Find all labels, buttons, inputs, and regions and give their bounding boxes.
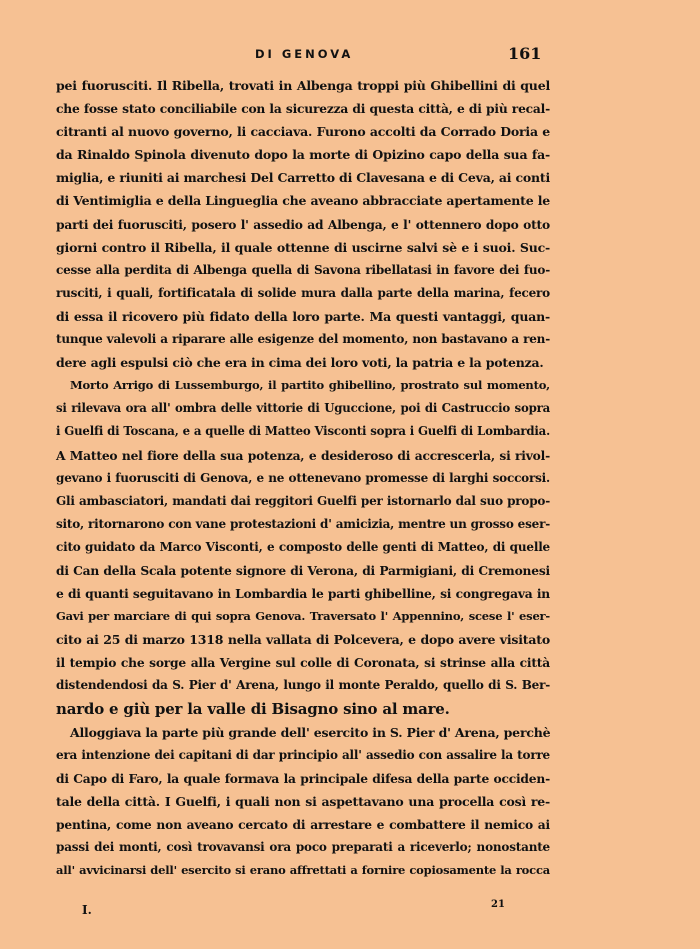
text-line: dere agli espulsi ciò che era in cima dei loro voti, la patria e la potenza. (56, 355, 544, 371)
text-line: di Capo di Faro, la quale formava la principale difesa della parte occiden- (56, 770, 550, 786)
text-line: il tempio che sorge alla Vergine sul colle di Coronata, si strinse alla città (56, 655, 550, 671)
running-title: DI GENOVA (255, 47, 354, 61)
paragraph-start-line: Alloggiava la parte più grande dell' esercito in S. Pier d' Arena, perchè (70, 724, 551, 740)
text-line: nardo e giù per la valle di Bisagno sino al mare. (56, 699, 450, 718)
body-text (56, 74, 550, 882)
running-head (0, 44, 700, 66)
paragraph-start-line: Morto Arrigo di Lussemburgo, il partito ghibellino, prostrato sul momento, (70, 378, 550, 393)
text-line: citranti al nuovo governo, li cacciava. Furono accolti da Corrado Doria e (56, 124, 550, 140)
text-line: e di quanti seguitavano in Lombardia le parti ghibelline, si congregava in (56, 586, 550, 602)
signature-mark: I. (82, 903, 92, 917)
text-line: pentina, come non aveano cercato di arrestare e combattere il nemico ai (56, 817, 550, 832)
text-line: parti dei fuorusciti, posero l' assedio ad Albenga, e l' ottennero dopo otto (56, 216, 550, 232)
text-line: distendendosi da S. Pier d' Arena, lungo il monte Peraldo, quello di S. Ber- (56, 678, 550, 693)
sheet-number: 21 (491, 899, 505, 910)
text-line: di Can della Scala potente signore di Verona, di Parmigiani, di Cremonesi (56, 562, 550, 578)
text-line: di Ventimiglia e della Lingueglia che aveano abbracciate apertamente le (56, 193, 550, 209)
text-line: di essa il ricovero più fidato della loro parte. Ma questi vantaggi, quan- (56, 308, 550, 324)
text-line: passi dei monti, così trovavansi ora poco preparati a riceverlo; nonostante (56, 840, 550, 855)
text-line: cito guidato da Marco Visconti, e composto delle genti di Matteo, di quelle (56, 539, 550, 554)
text-line: cito ai 25 di marzo 1318 nella vallata di Polcevera, e dopo avere visitato (56, 632, 550, 648)
text-line: Gavi per marciare di qui sopra Genova. Traversato l' Appennino, scese l' eser- (56, 609, 550, 624)
text-line: sito, ritornarono con vane protestazioni d' amicizia, mentre un grosso eser- (56, 516, 550, 531)
page-number: 161 (508, 44, 542, 63)
text-line: pei fuorusciti. Il Ribella, trovati in Albenga troppi più Ghibellini di quel (56, 78, 550, 93)
text-line: tale della città. I Guelfi, i quali non si aspettavano una procella così re- (56, 793, 550, 809)
text-line: miglia, e riuniti ai marchesi Del Carretto di Clavesana e di Ceva, ai conti (56, 170, 551, 186)
text-line: rusciti, i quali, fortificatala di solide mura dalla parte della marina, fecero (56, 285, 550, 300)
text-line: Gli ambasciatori, mandati dai reggitori Guelfi per istornarlo dal suo propo- (56, 493, 550, 508)
text-line: i Guelfi di Toscana, e a quelle di Matteo Visconti sopra i Guelfi di Lombardia. (56, 424, 550, 439)
text-line: tunque valevoli a riparare alle esigenze del momento, non bastavano a ren- (56, 332, 550, 347)
text-line: si rilevava ora all' ombra delle vittorie di Uguccione, poi di Castruccio sopra (56, 401, 550, 416)
text-line: cesse alla perdita di Albenga quella di Savona ribellatasi in favore dei fuo- (56, 262, 550, 277)
text-line: che fosse stato conciliabile con la sicurezza di questa città, e di più recal- (56, 101, 550, 117)
text-line: all' avvicinarsi dell' esercito si erano affrettati a fornire copiosamente la rocca (56, 863, 550, 878)
text-line: era intenzione dei capitani di dar principio all' assedio con assalire la torre (56, 747, 550, 762)
text-line: A Matteo nel fiore della sua potenza, e desideroso di accrescerla, si rivol- (56, 447, 550, 463)
text-line: gevano i fuorusciti di Genova, e ne ottenevano promesse di larghi soccorsi. (56, 470, 550, 485)
text-line: giorni contro il Ribella, il quale ottenne di uscirne salvi sè e i suoi. Suc- (56, 239, 550, 255)
text-line: da Rinaldo Spinola divenuto dopo la morte di Opizino capo della sua fa- (56, 147, 550, 163)
